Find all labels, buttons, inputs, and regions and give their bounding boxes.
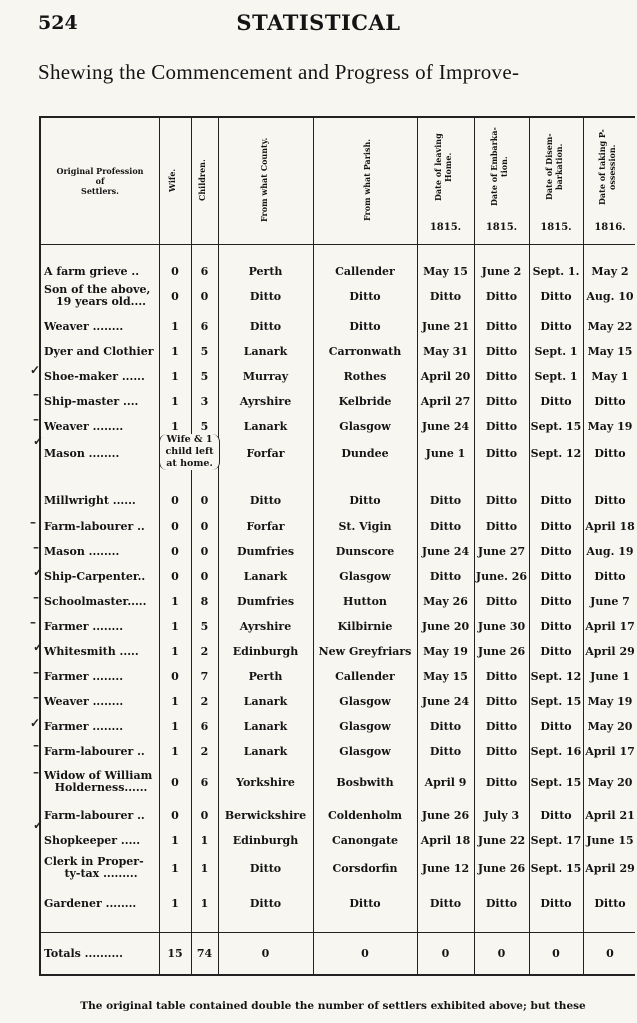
embarkation-date-cell: Ditto	[485, 290, 518, 303]
children-cell: 0	[200, 545, 209, 558]
leaving-date-cell: April 20	[420, 370, 471, 383]
profession-line: Mason ........	[44, 447, 120, 460]
disembarkation-date-cell: Ditto	[540, 645, 572, 658]
profession-cell	[44, 495, 158, 507]
totals-possession-cell: 0	[606, 947, 614, 960]
embarkation-date-cell: June 2	[481, 265, 522, 278]
wife-cell: 1	[171, 897, 179, 910]
children-cell: 2	[200, 695, 209, 708]
embarkation-date-cell: Ditto	[485, 595, 518, 608]
parish-cell: Callender	[335, 670, 395, 683]
profession-line: Schoolmaster.....	[44, 595, 147, 608]
children-cell: 6	[200, 265, 209, 278]
leaving-date-cell: Ditto	[429, 720, 462, 733]
parish-cell: Glasgow	[339, 745, 391, 758]
children-cell: 0	[200, 290, 209, 303]
wife-cell: 1	[171, 595, 179, 608]
leaving-date-cell: Ditto	[429, 494, 462, 507]
profession-cell	[44, 835, 158, 847]
disembarkation-date-cell: Ditto	[540, 320, 572, 333]
children-cell: 5	[200, 370, 209, 383]
possession-date-cell: May 20	[587, 720, 633, 733]
parish-cell: Hutton	[343, 595, 387, 608]
margin-tick-mark: ✓	[30, 716, 41, 730]
disembarkation-date-cell: Sept. 17	[530, 834, 582, 847]
possession-date-cell: May 19	[587, 695, 633, 708]
header-profession: Original Profession of Settlers.	[56, 166, 144, 196]
disembarkation-date-cell: Ditto	[540, 620, 572, 633]
leaving-date-cell: June 20	[421, 620, 470, 633]
embarkation-date-cell: June 22	[477, 834, 526, 847]
parish-cell: Glasgow	[339, 420, 391, 433]
margin-tick-mark: –	[33, 387, 39, 401]
children-cell: 2	[200, 645, 209, 658]
parish-cell: Carronwath	[328, 345, 402, 358]
profession-cell	[44, 770, 158, 794]
settlers-table	[39, 116, 635, 976]
disembarkation-date-cell: Ditto	[540, 570, 572, 583]
embarkation-date-cell: Ditto	[485, 695, 518, 708]
disembarkation-date-cell: Ditto	[540, 395, 572, 408]
parish-cell: Canongate	[331, 834, 399, 847]
parish-cell: Glasgow	[339, 695, 391, 708]
disembarkation-date-cell: Ditto	[540, 595, 572, 608]
note-line: Wife & 1	[166, 434, 213, 445]
totals-embark-cell: 0	[497, 947, 506, 960]
possession-date-cell: June 15	[586, 834, 634, 847]
embarkation-date-cell: Ditto	[485, 720, 518, 733]
leaving-date-cell: May 19	[423, 645, 468, 658]
disembarkation-date-cell: Ditto	[540, 809, 572, 822]
county-cell: Ditto	[249, 320, 282, 333]
parish-cell: Coldenholm	[327, 809, 403, 822]
wife-cell: 1	[171, 395, 179, 408]
wife-cell: 0	[171, 809, 179, 822]
county-cell: Perth	[248, 265, 283, 278]
embarkation-date-cell: June. 26	[475, 570, 528, 583]
totals-county-cell: 0	[261, 947, 270, 960]
children-cell: 0	[200, 809, 209, 822]
profession-cell	[44, 671, 158, 683]
profession-line: Weaver ........	[44, 695, 124, 708]
disembarkation-date-cell: Sept. 15	[530, 420, 582, 433]
parish-cell: Glasgow	[339, 720, 391, 733]
wife-cell: 1	[171, 645, 179, 658]
children-cell: 5	[200, 620, 209, 633]
parish-cell: Ditto	[349, 290, 381, 303]
children-cell: 1	[200, 834, 209, 847]
wife-cell: 0	[171, 670, 179, 683]
children-cell: 0	[200, 570, 209, 583]
margin-tick-mark: –	[30, 515, 36, 529]
profession-cell	[44, 321, 158, 333]
table-subtitle: Shewing the Commencement and Progress of Improve-	[38, 60, 520, 84]
margin-tick-mark: –	[33, 665, 39, 679]
year-leaving: 1815.	[429, 222, 462, 233]
profession-cell	[44, 898, 158, 910]
embarkation-date-cell: June 26	[477, 645, 526, 658]
possession-date-cell: Ditto	[594, 570, 626, 583]
county-cell: Dumfries	[236, 545, 295, 558]
profession-line: Clerk in Proper-	[44, 855, 144, 868]
leaving-date-cell: May 15	[423, 265, 468, 278]
margin-tick-mark: ✓	[33, 434, 44, 448]
disembarkation-date-cell: Sept. 15	[530, 862, 582, 875]
possession-date-cell: May 20	[587, 776, 633, 789]
wife-cell: 1	[171, 695, 179, 708]
possession-date-cell: Aug. 10	[586, 290, 634, 303]
totals-wife-cell: 15	[167, 947, 183, 960]
wife-cell: 0	[171, 545, 179, 558]
county-cell: Murray	[242, 370, 289, 383]
header-leaving: Date of leaving Home.	[433, 133, 453, 201]
profession-cell	[44, 521, 158, 533]
disembarkation-date-cell: Ditto	[540, 545, 572, 558]
profession-line: 19 years old....	[56, 295, 146, 308]
county-cell: Forfar	[246, 520, 285, 533]
profession-cell	[44, 810, 158, 822]
totals-parish-cell: 0	[361, 947, 369, 960]
profession-cell	[44, 448, 158, 460]
disembarkation-date-cell: Sept. 1	[534, 345, 578, 358]
possession-date-cell: May 15	[587, 345, 633, 358]
profession-line: Widow of William	[44, 769, 153, 782]
totals-disembark-cell: 0	[552, 947, 560, 960]
profession-cell	[44, 284, 158, 308]
leaving-date-cell: May 15	[423, 670, 468, 683]
county-cell: Edinburgh	[232, 645, 299, 658]
parish-cell: Kilbirnie	[337, 620, 393, 633]
county-cell: Berwickshire	[224, 809, 307, 822]
wife-cell: 1	[171, 834, 179, 847]
margin-tick-mark: ✓	[33, 818, 44, 832]
profession-line: Farmer ........	[44, 670, 124, 683]
embarkation-date-cell: June 30	[477, 620, 526, 633]
profession-line: Weaver ........	[44, 320, 124, 333]
margin-tick-mark: –	[33, 590, 39, 604]
profession-cell	[44, 746, 158, 758]
header-rule	[41, 244, 635, 245]
possession-date-cell: May 19	[587, 420, 633, 433]
children-cell: 2	[200, 745, 209, 758]
county-cell: Ayrshire	[239, 620, 292, 633]
profession-line: Farm-labourer ..	[44, 520, 145, 533]
leaving-date-cell: June 12	[421, 862, 470, 875]
profession-line: Farmer ........	[44, 720, 124, 733]
totals-rule	[41, 932, 635, 933]
embarkation-date-cell: Ditto	[485, 670, 518, 683]
disembarkation-date-cell: Sept. 15	[530, 776, 582, 789]
margin-tick-mark: –	[30, 615, 36, 629]
embarkation-date-cell: Ditto	[485, 395, 518, 408]
parish-cell: Ditto	[349, 494, 381, 507]
disembarkation-date-cell: Ditto	[540, 290, 572, 303]
wife-cell: 0	[171, 570, 179, 583]
wife-cell: 1	[171, 320, 179, 333]
embarkation-date-cell: June 26	[477, 862, 526, 875]
embarkation-date-cell: Ditto	[485, 447, 518, 460]
embarkation-date-cell: Ditto	[485, 345, 518, 358]
year-possession: 1816.	[594, 222, 626, 233]
leaving-date-cell: Ditto	[429, 897, 462, 910]
wife-cell: 0	[171, 290, 179, 303]
header-possession: Date of taking P- ossession.	[597, 129, 617, 205]
children-cell: 7	[200, 670, 209, 683]
profession-line: Mason ........	[44, 545, 120, 558]
profession-line: Holderness......	[54, 781, 148, 794]
embarkation-date-cell: June 27	[477, 545, 526, 558]
possession-date-cell: June 7	[590, 595, 630, 608]
disembarkation-date-cell: Ditto	[540, 494, 572, 507]
wife-cell: 0	[171, 776, 179, 789]
profession-line: Shoe-maker ......	[44, 370, 145, 383]
children-cell: 3	[200, 395, 209, 408]
profession-cell	[44, 721, 158, 733]
county-cell: Lanark	[243, 570, 288, 583]
embarkation-date-cell: Ditto	[485, 776, 518, 789]
profession-line: Son of the above,	[44, 283, 151, 296]
children-cell: 1	[200, 862, 209, 875]
possession-date-cell: April 29	[585, 862, 635, 875]
margin-tick-mark: –	[33, 540, 39, 554]
leaving-date-cell: June 26	[421, 809, 470, 822]
totals-label: Totals ..........	[44, 947, 123, 960]
profession-line: ty-tax .........	[64, 867, 138, 880]
leaving-date-cell: June 1	[425, 447, 466, 460]
leaving-date-cell: Ditto	[429, 570, 462, 583]
profession-cell	[44, 696, 158, 708]
county-cell: Forfar	[246, 447, 285, 460]
header-wife: Wife.	[167, 168, 177, 192]
wife-cell: 1	[171, 862, 179, 875]
margin-tick-mark: –	[33, 690, 39, 704]
leaving-date-cell: June 21	[421, 320, 470, 333]
note-cell	[159, 434, 220, 470]
leaving-date-cell: April 27	[420, 395, 471, 408]
leaving-date-cell: Ditto	[429, 745, 462, 758]
children-cell: 6	[200, 776, 209, 789]
disembarkation-date-cell: Ditto	[540, 720, 572, 733]
header-disembarkation: Date of Disem- barkation.	[544, 133, 564, 201]
embarkation-date-cell: Ditto	[485, 370, 518, 383]
profession-cell	[44, 546, 158, 558]
year-disembarkation: 1815.	[540, 222, 572, 233]
margin-tick-mark: –	[33, 412, 39, 426]
leaving-date-cell: May 26	[423, 595, 468, 608]
children-cell: 5	[200, 420, 209, 433]
wife-cell: 1	[171, 370, 179, 383]
disembarkation-date-cell: Sept. 15	[530, 695, 582, 708]
profession-cell	[44, 646, 158, 658]
margin-tick-mark: ✓	[33, 640, 44, 654]
header-parish: From what Parish.	[362, 138, 372, 222]
county-cell: Dumfries	[236, 595, 295, 608]
county-cell: Lanark	[243, 720, 288, 733]
parish-cell: Bosbwith	[336, 776, 394, 789]
leaving-date-cell: May 31	[423, 345, 468, 358]
leaving-date-cell: April 9	[424, 776, 467, 789]
totals-children-cell: 74	[196, 947, 213, 960]
parish-cell: Corsdorfin	[332, 862, 398, 875]
profession-cell	[44, 346, 158, 358]
leaving-date-cell: Ditto	[429, 520, 462, 533]
possession-date-cell: Ditto	[594, 897, 626, 910]
possession-date-cell: May 2	[591, 265, 629, 278]
wife-cell: 1	[171, 345, 179, 358]
profession-line: Shopkeeper .....	[44, 834, 141, 847]
profession-cell	[44, 621, 158, 633]
embarkation-date-cell: Ditto	[485, 520, 518, 533]
margin-tick-mark: –	[33, 765, 39, 779]
possession-date-cell: Aug. 19	[586, 545, 634, 558]
embarkation-date-cell: Ditto	[485, 420, 518, 433]
county-cell: Lanark	[243, 745, 288, 758]
possession-date-cell: April 21	[585, 809, 635, 822]
note-line: at home.	[166, 458, 213, 469]
leaving-date-cell: June 24	[421, 420, 470, 433]
year-embarkation: 1815.	[485, 222, 518, 233]
margin-tick-mark: ✓	[33, 565, 44, 579]
wife-cell: 1	[171, 720, 179, 733]
embarkation-date-cell: Ditto	[485, 320, 518, 333]
county-cell: Ditto	[249, 494, 282, 507]
margin-tick-mark: ✓	[30, 363, 41, 377]
county-cell: Lanark	[243, 345, 288, 358]
leaving-date-cell: June 24	[421, 545, 470, 558]
profession-cell	[44, 266, 158, 278]
header-county: From what County.	[259, 137, 269, 223]
page-number: 524	[38, 12, 78, 34]
profession-cell	[44, 571, 158, 583]
profession-cell	[44, 421, 158, 433]
possession-date-cell: April 18	[585, 520, 635, 533]
profession-line: A farm grieve ..	[44, 265, 140, 278]
children-cell: 6	[200, 720, 209, 733]
profession-line: Millwright ......	[44, 494, 136, 507]
parish-cell: Glasgow	[339, 570, 391, 583]
profession-cell	[44, 596, 158, 608]
note-line: child left	[165, 446, 214, 457]
children-cell: 1	[200, 897, 209, 910]
possession-date-cell: April 29	[585, 645, 635, 658]
profession-cell	[44, 396, 158, 408]
profession-line: Weaver ........	[44, 420, 124, 433]
parish-cell: Rothes	[343, 370, 387, 383]
county-cell: Ditto	[249, 290, 282, 303]
leaving-date-cell: June 24	[421, 695, 470, 708]
wife-cell: 0	[171, 520, 179, 533]
disembarkation-date-cell: Sept. 1.	[532, 265, 580, 278]
children-cell: 8	[200, 595, 209, 608]
possession-date-cell: June 1	[590, 670, 630, 683]
profession-line: Farmer ........	[44, 620, 124, 633]
parish-cell: Dundee	[341, 447, 389, 460]
disembarkation-date-cell: Sept. 12	[530, 670, 582, 683]
embarkation-date-cell: Ditto	[485, 494, 518, 507]
header-embarkation: Date of Embarka- tion.	[489, 127, 509, 207]
parish-cell: Ditto	[349, 320, 381, 333]
profession-cell	[44, 856, 158, 880]
disembarkation-date-cell: Ditto	[540, 520, 572, 533]
parish-cell: Kelbride	[338, 395, 392, 408]
profession-line: Whitesmith .....	[44, 645, 139, 658]
profession-line: Ship-master ....	[44, 395, 139, 408]
wife-cell: 1	[171, 745, 179, 758]
profession-line: Dyer and Clothier	[44, 345, 154, 358]
children-cell: 0	[200, 494, 209, 507]
children-cell: 0	[200, 520, 209, 533]
possession-date-cell: May 22	[587, 320, 633, 333]
parish-cell: Callender	[335, 265, 395, 278]
footnote: The original table contained double the number of settlers exhibited above; but these	[80, 1000, 586, 1012]
county-cell: Ditto	[249, 862, 282, 875]
disembarkation-date-cell: Sept. 1	[534, 370, 578, 383]
wife-cell: 0	[171, 494, 179, 507]
county-cell: Lanark	[243, 695, 288, 708]
margin-tick-mark: –	[33, 738, 39, 752]
leaving-date-cell: Ditto	[429, 290, 462, 303]
possession-date-cell: Ditto	[594, 447, 626, 460]
possession-date-cell: Ditto	[594, 494, 626, 507]
parish-cell: Ditto	[349, 897, 381, 910]
wife-cell: 1	[171, 420, 179, 433]
disembarkation-date-cell: Ditto	[540, 897, 572, 910]
possession-date-cell: April 17	[585, 620, 635, 633]
profession-line: Farm-labourer ..	[44, 809, 145, 822]
disembarkation-date-cell: Sept. 16	[530, 745, 582, 758]
county-cell: Edinburgh	[232, 834, 299, 847]
possession-date-cell: April 17	[585, 745, 635, 758]
profession-cell	[44, 371, 158, 383]
parish-cell: Dunscore	[335, 545, 395, 558]
parish-cell: New Greyfriars	[318, 645, 412, 658]
header-children: Children.	[197, 159, 207, 201]
wife-cell: 0	[171, 265, 179, 278]
county-cell: Ayrshire	[239, 395, 292, 408]
embarkation-date-cell: Ditto	[485, 745, 518, 758]
possession-date-cell: Ditto	[594, 395, 626, 408]
county-cell: Yorkshire	[236, 776, 295, 789]
totals-leaving-cell: 0	[441, 947, 450, 960]
wife-cell: 1	[171, 620, 179, 633]
leaving-date-cell: April 18	[420, 834, 471, 847]
profession-line: Ship-Carpenter..	[44, 570, 146, 583]
county-cell: Lanark	[243, 420, 288, 433]
county-cell: Perth	[248, 670, 283, 683]
disembarkation-date-cell: Sept. 12	[530, 447, 582, 460]
possession-date-cell: May 1	[591, 370, 629, 383]
running-head: STATISTICAL	[236, 10, 401, 35]
profession-line: Gardener ........	[44, 897, 137, 910]
children-cell: 5	[200, 345, 209, 358]
parish-cell: St. Vigin	[338, 520, 392, 533]
embarkation-date-cell: Ditto	[485, 897, 518, 910]
embarkation-date-cell: July 3	[483, 809, 520, 822]
children-cell: 6	[200, 320, 209, 333]
profession-line: Farm-labourer ..	[44, 745, 145, 758]
county-cell: Ditto	[249, 897, 282, 910]
